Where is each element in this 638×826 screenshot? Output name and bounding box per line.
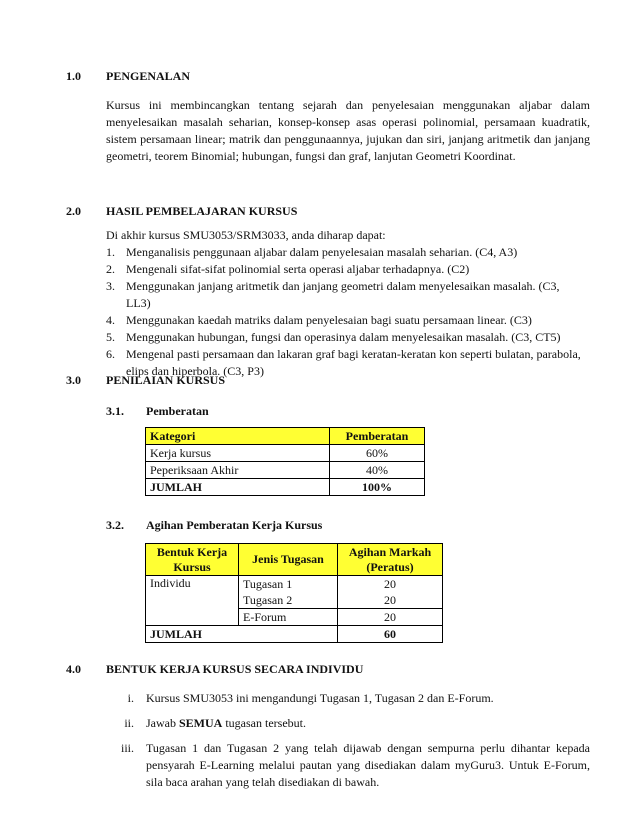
section-title: BENTUK KERJA KURSUS SECARA INDIVIDU xyxy=(106,662,364,676)
list-item: 5. Menggunakan hubungan, fungsi dan operasinya dalam menyelesaikan masalah. (C3, CT5) xyxy=(106,330,561,344)
list-item: ii. Jawab SEMUA tugasan tersebut. xyxy=(124,716,306,730)
weighting-table xyxy=(145,427,425,496)
section-1-text: Kursus ini membincangkan tentang sejarah dan penyelesaian menggunakan aljabar dalam menyelesaikan masalah seharian, konsep-konsep asas operasi polinomial, persamaan kuadratik, sistem persamaan linear; matrik dan penggunaannya, jujukan dan siri, janjang aritmetik dan janjang geometri, teorem Binomial; hubungan, fungsi dan graf, lanjutan Geometri Koordinat. xyxy=(106,98,590,163)
table-header-row xyxy=(146,544,443,576)
section-number: 4.0 xyxy=(66,662,81,676)
column-header: Pemberatan xyxy=(330,428,425,445)
column-header: Bentuk Kerja Kursus xyxy=(146,544,239,576)
table-row: Peperiksaan Akhir 40% xyxy=(146,462,425,479)
table-row: Individu Tugasan 1 20 xyxy=(146,576,443,593)
list-item: iii. Tugasan 1 dan Tugasan 2 yang telah dijawab dengan sempurna perlu dihantar kepada pensyarah E-Learning melalui pautan yang disediakan dalam myGuru3. Untuk E-Forum, sila baca arahan yang telah disediakan di bawah. xyxy=(120,741,590,789)
learning-outcomes-list xyxy=(106,244,596,380)
list-item: 6. Mengenal pasti persamaan dan lakaran graf bagi keratan-keratan kon seperti bulatan, parabola, elips dan hiperbola. (C3, P3) xyxy=(106,347,581,378)
table-total-row: JUMLAH 100% xyxy=(146,479,425,496)
column-header: Kategori xyxy=(146,428,330,445)
section-number: 2.0 xyxy=(66,204,81,218)
column-header: Agihan Markah (Peratus) xyxy=(338,544,443,576)
list-item: 2. Mengenali sifat-sifat polinomial serta operasi aljabar terhadapnya. (C2) xyxy=(106,262,470,276)
learning-outcomes-intro: Di akhir kursus SMU3053/SRM3033, anda diharap dapat: xyxy=(106,228,386,242)
emphasis-text: SEMUA xyxy=(179,716,223,730)
table-row: Kerja kursus 60% xyxy=(146,445,425,462)
column-header: Jenis Tugasan xyxy=(239,544,338,576)
instructions-list xyxy=(106,690,590,799)
list-item: 1. Menganalisis penggunaan aljabar dalam penyelesaian masalah seharian. (C4, A3) xyxy=(106,245,518,259)
list-item: 3. Menggunakan janjang aritmetik dan janjang geometri dalam menyelesaikan masalah. (C3, LL3) xyxy=(106,279,560,310)
table-header-row xyxy=(146,428,425,445)
list-item: i. Kursus SMU3053 ini mengandungi Tugasan 1, Tugasan 2 dan E-Forum. xyxy=(127,691,494,705)
section-number: 3.0 xyxy=(66,373,81,387)
document-page: 1.0 PENGENALAN Kursus ini membincangkan tentang sejarah dan penyelesaian menggunakan aljabar dalam menyelesaikan masalah seharian, konsep-konsep asas operasi polinomial, persamaan kuadratik, sistem persamaan linear; matrik dan penggunaannya, jujukan dan siri, janjang aritmetik dan janjang geometri, teorem Binomial; hubungan, fungsi dan graf, lanjutan Geometri Koordinat. 2.0 HASIL PEMBELAJARAN KURSUS Di akhir kursus SMU3053/SRM3033, anda diharap dapat: 1. Menganalisis penggunaan aljabar dalam penyelesaian masalah seharian. (C4, A3) 2. Mengenali sifat-sifat polinomial serta operasi aljabar terhadapnya. (C2) 3. Menggunakan janjang aritmetik dan janjang geometri dalam menyelesaikan masalah. (C3, LL3) 4. Menggunakan kaedah matriks dalam penyelesaian bagi suatu persamaan linear. (C3) 5. Menggunakan hubungan, fungsi dan operasinya dalam menyelesaikan masalah. (C3, CT5) 6. Mengenal pasti persamaan dan lakaran graf bagi keratan-keratan kon seperti bulatan, parabola, elips dan hiperbola. (C3, P3) 3.0 PENILAIAN KURSUS 3.1. Pemberatan Kategori Pemberatan Kerja kursus 60% Peperiksaan Akhir 40% JUMLAH 100% 3.2. Agihan Pemberatan Kerja Kursus Bentuk Kerja Kursus Jenis Tugasan Agihan Markah (Peratus) Individu Tugasan 1 20 Tugasan 2 20 E-Forum 20 JUMLAH 60 4.0 BENTUK KERJA KURSUS SECARA INDIVIDU i. Kursus SMU3053 ini mengandungi Tugasan 1, Tugasan 2 dan E-Forum. ii. Jawab SEMUA tugasan tersebut. iii. Tugasan 1 dan Tugasan 2 yang telah dijawab dengan sempurna perlu dihantar kepada pensyarah E-Learning melalui pautan yang disediakan dalam myGuru3. Untuk E-Forum, sila baca arahan yang telah disediakan di bawah. xyxy=(0,0,638,826)
coursework-distribution-table xyxy=(145,543,443,643)
section-title: HASIL PEMBELAJARAN KURSUS xyxy=(106,204,298,218)
list-item: 4. Menggunakan kaedah matriks dalam penyelesaian bagi suatu persamaan linear. (C3) xyxy=(106,313,532,327)
table-total-row: JUMLAH 60 xyxy=(146,626,443,643)
section-title: PENILAIAN KURSUS xyxy=(106,373,226,387)
table-row: Tugasan 2 20 xyxy=(146,592,443,609)
section-title: PENGENALAN xyxy=(106,69,191,83)
table-row: E-Forum 20 xyxy=(146,609,443,626)
section-number: 1.0 xyxy=(66,69,81,83)
